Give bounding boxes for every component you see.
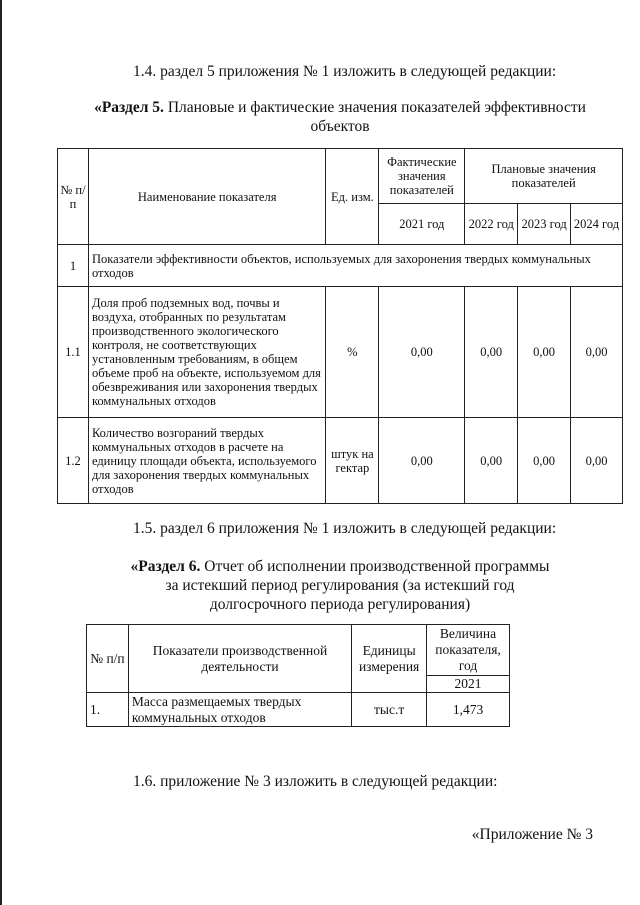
row-num: 1.2 [58,418,89,504]
th-2021: 2021 год [379,204,465,245]
th2-value: Величина показателя, год [427,625,510,676]
appendix-label: «Приложение № 3 [471,826,593,843]
th-2022: 2022 год [465,204,518,245]
row-value-2023: 0,00 [518,287,571,418]
th2-num: № п/п [87,625,129,693]
table-group-row [58,245,623,287]
row2-name: Масса размещаемых твердых коммунальных отходов [128,693,351,727]
th-plan: Плановые значения показателей [465,149,623,204]
row-value-2024: 0,00 [571,287,623,418]
row-name: Количество возгораний твердых коммунальных отходов в расчете на единицу площади объекта, используемого для захоронения твердых коммунальных отходов [88,418,325,504]
row-value-2022: 0,00 [465,287,518,418]
row-num: 1.1 [58,287,89,418]
table-row [87,693,510,727]
section-6-title-rest: Отчет об исполнении производственной программы [204,558,550,575]
section-6-title-bold: «Раздел 6. [130,558,201,575]
row-value-2023: 0,00 [518,418,571,504]
th-2024: 2024 год [571,204,623,245]
section-5-title [70,98,610,136]
th-num: № п/п [58,149,89,245]
row-unit: % [326,287,379,418]
row-value-2021: 0,00 [379,418,465,504]
th-fact: Фактические значения показателей [379,149,465,204]
th-name: Наименование показателя [88,149,325,245]
row-value-2024: 0,00 [571,418,623,504]
th-2023: 2023 год [518,204,571,245]
section-1-6-intro: 1.6. приложение № 3 изложить в следующей редакции: [133,773,498,790]
section-5-title-rest: Плановые и фактические значения показателей эффективности [167,99,586,116]
row-name: Доля проб подземных вод, почвы и воздуха, отобранных по результатам производственного экологического контроля, не соответствующих установленным требованиям, в общем объеме проб на объекте, используемом для обезвреживания или захоронения твердых коммунальных отходов [88,287,325,418]
row-unit: штук на гектар [326,418,379,504]
th2-name: Показатели производственной деятельности [128,625,351,693]
row2-unit: тыс.т [352,693,427,727]
th2-year: 2021 [427,676,510,693]
row2-value: 1,473 [427,693,510,727]
group-num: 1 [58,245,89,287]
section-5-title-line2: объектов [310,118,370,135]
th2-unit: Единицы измерения [352,625,427,693]
section-5-title-bold: «Раздел 5. [94,99,164,116]
th-unit: Ед. изм. [326,149,379,245]
section-1-4-intro: 1.4. раздел 5 приложения № 1 изложить в следующей редакции: [133,63,557,80]
section-6-title [70,557,610,614]
section-6-title-line3: долгосрочного периода регулирования) [209,596,471,613]
indicators-table [57,148,623,504]
production-table [86,624,510,727]
row2-num: 1. [87,693,129,727]
section-6-title-line2: за истекший период регулирования (за истекший год [165,577,515,594]
table-row [58,418,623,504]
table-row [58,287,623,418]
group-text: Показатели эффективности объектов, используемых для захоронения твердых коммунальных отходов [88,245,622,287]
page-edge-line [0,0,2,905]
row-value-2022: 0,00 [465,418,518,504]
section-1-5-intro: 1.5. раздел 6 приложения № 1 изложить в следующей редакции: [133,520,557,537]
row-value-2021: 0,00 [379,287,465,418]
